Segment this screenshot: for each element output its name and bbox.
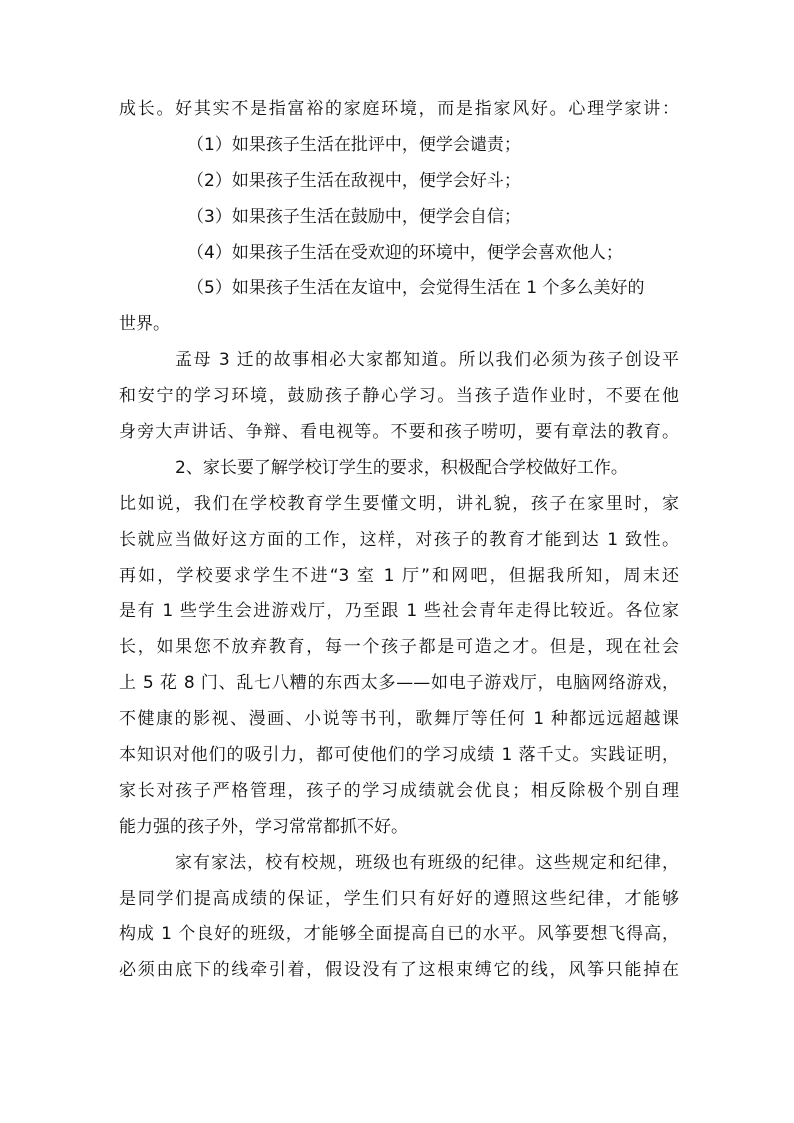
text-line-10: 身旁大声讲话、争辩、看电视等。不要和孩子唠叨，要有章法的教育。 — [119, 422, 679, 443]
text-line-1: 成长。好其实不是指富裕的家庭环境，而是指家风好。心理学家讲： — [119, 99, 679, 119]
text-line-9: 和安宁的学习环境，鼓励孩子静心学习。当孩子造作业时，不要在他 — [119, 386, 679, 407]
text-line-21: 能力强的孩子外，学习常常都抓不好。 — [119, 816, 408, 837]
text-line-19: 本知识对他们的吸引力，都可使他们的学习成绩 1 落千丈。实践证明， — [119, 745, 679, 766]
text-line-16: 长，如果您不放弃教育，每一个孩子都是可造之才。但是，现在社会 — [119, 637, 679, 658]
text-line-7: 世界。 — [119, 314, 170, 335]
paragraph-start-mengmu: 孟母 3 迁的故事相必大家都知道。所以我们必须为孩子创设平 — [175, 350, 679, 371]
text-line-20: 家长对孩子严格管理，孩子的学习成绩就会优良；相反除极个别自理 — [119, 780, 679, 801]
text-line-15: 是有 1 些学生会进游戏厅，乃至跟 1 些社会青年走得比较近。各位家 — [119, 601, 679, 622]
text-line-12: 比如说，我们在学校教育学生要懂文明，讲礼貌，孩子在家里时，家 — [119, 493, 679, 514]
list-item-3: （3）如果孩子生活在鼓励中，便学会自信； — [187, 206, 521, 227]
section-heading-2: 2、家长要了解学校订学生的要求，积极配合学校做好工作。 — [175, 457, 628, 478]
text-line-17: 上 5 花 8 门、乱七八糟的东西太多——如电子游戏厅，电脑网络游戏， — [119, 673, 679, 694]
text-line-18: 不健康的影视、漫画、小说等书刊，歌舞厅等任何 1 种都远远超越课 — [119, 709, 679, 730]
text-line-25: 必须由底下的线牵引着，假设没有了这根束缚它的线，风筝只能掉在 — [119, 960, 679, 981]
list-item-5: （5）如果孩子生活在友谊中，会觉得生活在 1 个多么美好的 — [187, 278, 645, 299]
text-line-13: 长就应当做好这方面的工作，这样，对孩子的教育才能到达 1 致性。 — [119, 529, 679, 550]
list-item-4: （4）如果孩子生活在受欢迎的环境中，便学会喜欢他人； — [187, 242, 623, 263]
body-text — [119, 92, 679, 989]
list-item-2: （2）如果孩子生活在敌视中，便学会好斗； — [187, 170, 521, 191]
text-line-24: 构成 1 个良好的班级，才能够全面提高自已的水平。风筝要想飞得高， — [119, 924, 679, 945]
list-item-1: （1）如果孩子生活在批评中，便学会谴责； — [187, 134, 521, 155]
text-line-14: 再如，学校要求学生不进“3 室 1 厅”和网吧，但据我所知，周末还 — [119, 565, 679, 586]
paragraph-start-jiayoujiafa: 家有家法，校有校规，班级也有班级的纪律。这些规定和纪律， — [175, 852, 679, 873]
text-line-23: 是同学们提高成绩的保证，学生们只有好好的遵照这些纪律，才能够 — [119, 888, 679, 909]
